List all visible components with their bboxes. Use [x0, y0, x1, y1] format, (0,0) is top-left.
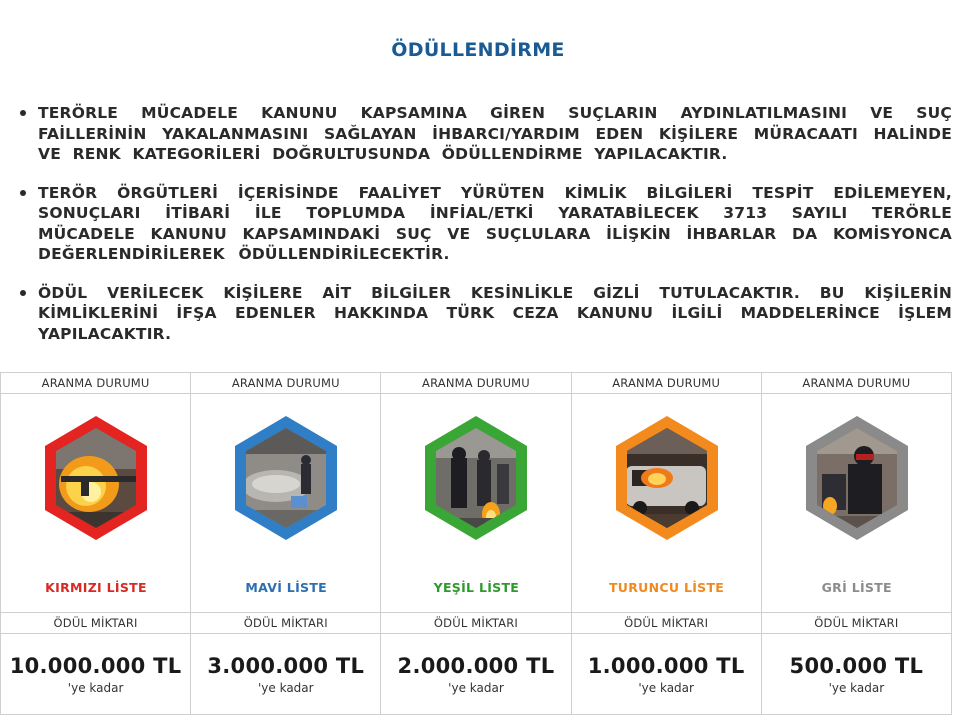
- info-bullet-text: TERÖRLE MÜCADELE KANUNU KAPSAMINA GİREN SUÇLARIN AYDINLATILMASINI VE SUÇ FAİLLERİNİN YAKALANMASINI SAĞLAYAN İHBARCI/YARDIM EDEN KİŞİLERE MÜRACAATI HALİNDE VE RENK KATEGORİLERİ DOĞRULTUSUNDA ÖDÜLLENDİRME YAPILACAKTIR.: [38, 104, 952, 163]
- status-header: ARANMA DURUMU: [191, 373, 381, 394]
- status-header-row: [1, 373, 952, 394]
- reward-suffix: 'ye kadar: [638, 680, 694, 695]
- status-header: ARANMA DURUMU: [1, 373, 191, 394]
- reward-suffix: 'ye kadar: [828, 680, 885, 695]
- info-bullet: [20, 103, 952, 165]
- list-cell-grey: [761, 394, 951, 613]
- list-cell-green: [381, 394, 571, 613]
- reward-amount: 500.000 TL: [789, 653, 924, 678]
- list-label-orange: TURUNCU LİSTE: [608, 580, 725, 595]
- reward-suffix: 'ye kadar: [257, 680, 314, 695]
- info-bullet-text: TERÖR ÖRGÜTLERİ İÇERİSİNDE FAALİYET YÜRÜTEN KİMLİK BİLGİLERİ TESPİT EDİLEMEYEN, SONUÇLARI İTİBARİ İLE TOPLUMDA İNFİAL/ETKİ YARATABİLECEK 3713 SAYILI TERÖRLE MÜCADELE KANUNU KAPSAMINDAKİ SUÇ VE SUÇLULARA İLİŞKİN İHBARLAR DA KOMİSYONCA DEĞERLENDİRİLEREK ÖDÜLLENDİRİLECEKTİR.: [38, 183, 952, 263]
- status-header: ARANMA DURUMU: [761, 373, 951, 394]
- page-title: ÖDÜLLENDİRME: [391, 39, 565, 61]
- reward-suffix: 'ye kadar: [448, 680, 504, 695]
- info-bullet-text: ÖDÜL VERİLECEK KİŞİLERE AİT BİLGİLER KESİNLİKLE GİZLİ TUTULACAKTIR. BU KİŞİLERİN KİMLİKLERİNİ İFŞA EDENLER HAKKINDA TÜRK CEZA KANUNU İLGİLİ MADDELERİNCE İŞLEM YAPILACAKTIR.: [38, 283, 952, 343]
- info-bullet: [20, 283, 952, 345]
- reward-header: ÖDÜL MİKTARI: [1, 613, 191, 634]
- bullet-dot-icon: [20, 110, 26, 116]
- list-label-grey: GRİ LİSTE: [821, 580, 892, 595]
- status-header: ARANMA DURUMU: [571, 373, 761, 394]
- reward-cell: [761, 634, 951, 715]
- reward-cell: [571, 634, 761, 715]
- reward-header-row: [1, 613, 952, 634]
- status-header: ARANMA DURUMU: [381, 373, 571, 394]
- reward-cell: [381, 634, 571, 715]
- masked-rioters-photo-icon: [421, 414, 531, 542]
- reward-amount: 10.000.000 TL: [9, 653, 182, 678]
- reward-amount: 1.000.000 TL: [587, 653, 745, 678]
- reward-header: ÖDÜL MİKTARI: [381, 613, 571, 634]
- list-label-blue: MAVİ LİSTE: [245, 580, 327, 595]
- list-cell-orange: [571, 394, 761, 613]
- bombed-car-photo-icon: [231, 414, 341, 542]
- info-bullet: [20, 183, 952, 265]
- bullet-dot-icon: [20, 190, 26, 196]
- burning-van-photo-icon: [612, 414, 722, 542]
- reward-header: ÖDÜL MİKTARI: [761, 613, 951, 634]
- reward-amount: 2.000.000 TL: [397, 653, 555, 678]
- burning-rifle-photo-icon: [41, 414, 151, 542]
- list-image-row: [1, 394, 952, 613]
- masked-protester-photo-icon: [802, 414, 912, 542]
- reward-header: ÖDÜL MİKTARI: [191, 613, 381, 634]
- reward-table: [0, 372, 952, 715]
- reward-cell: [191, 634, 381, 715]
- reward-header: ÖDÜL MİKTARI: [571, 613, 761, 634]
- reward-amount-row: [1, 634, 952, 715]
- info-bullet-list: [20, 103, 952, 362]
- reward-suffix: 'ye kadar: [67, 680, 124, 695]
- reward-amount: 3.000.000 TL: [207, 653, 365, 678]
- list-cell-red: [1, 394, 191, 613]
- list-label-green: YEŞİL LİSTE: [433, 580, 520, 595]
- list-label-red: KIRMIZI LİSTE: [45, 580, 147, 595]
- bullet-dot-icon: [20, 290, 26, 296]
- reward-cell: [1, 634, 191, 715]
- list-cell-blue: [191, 394, 381, 613]
